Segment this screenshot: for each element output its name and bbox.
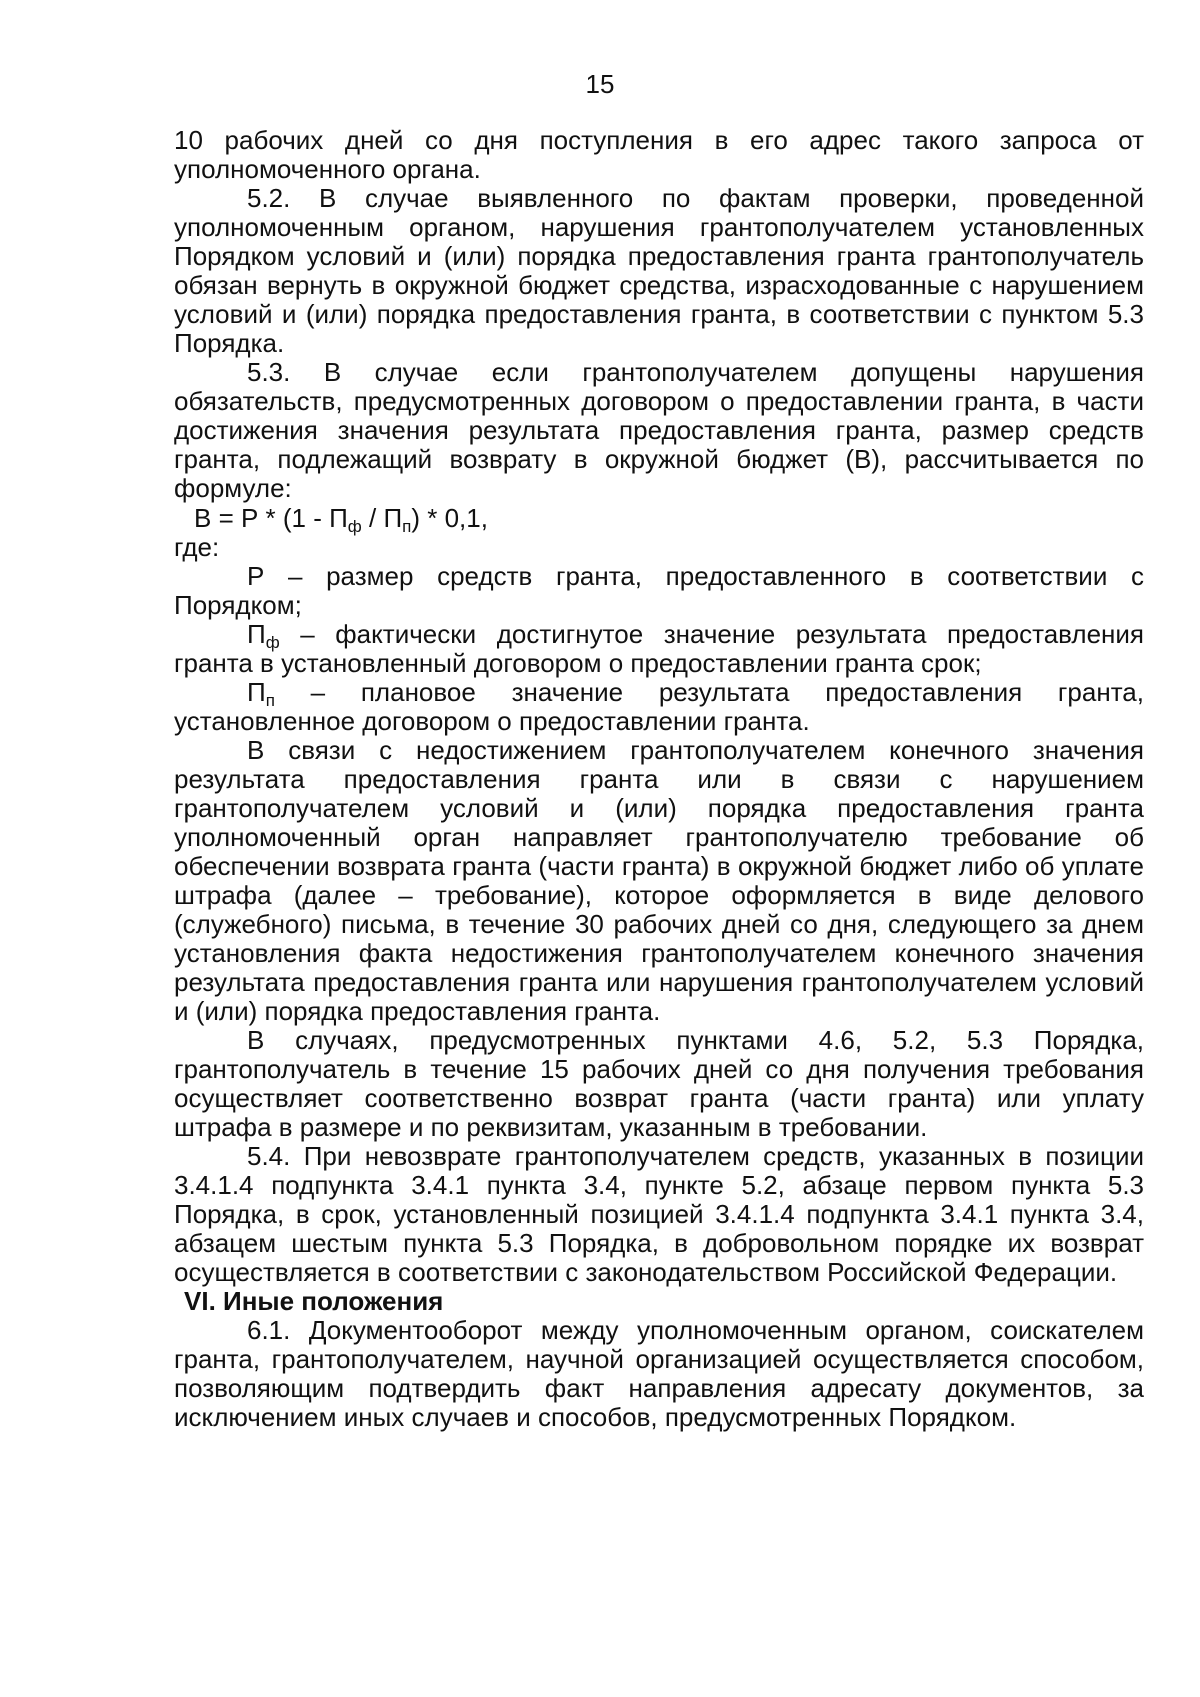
paragraph-cases: В случаях, предусмотренных пунктами 4.6, 5.2, 5.3 Порядка, грантополучатель в течение 15 рабочих дней со дня получения требования осуществляет соответственно возврат гранта (части гранта) или уплату штрафа в размере и по реквизитам, указанным в требовании. (174, 1025, 1144, 1142)
formula-part-1: В = Р * (1 - П (194, 503, 348, 533)
formula-subscript-f: ф (347, 517, 362, 536)
paragraph-intro: 10 рабочих дней со дня поступления в его адрес такого запроса от уполномоченного органа. (174, 125, 1144, 184)
paragraph-5-2: 5.2. В случае выявленного по фактам проверки, проведенной уполномоченным органом, нарушения грантополучателем установленных Порядком условий и (или) порядка предоставления гранта грантополучатель обязан вернуть в окружной бюджет средства, израсходованные с нарушением условий и (или) порядка предоставления гранта, в соответствии с пунктом 5.3 Порядка. (174, 183, 1144, 358)
document-body (174, 126, 1144, 1432)
paragraph-5-4: 5.4. При невозврате грантополучателем средств, указанных в позиции 3.4.1.4 подпункта 3.4.1 пункта 3.4, пункте 5.2, абзаце первом пункта 5.3 Порядка, в срок, установленный позицией 3.4.1.4 подпункта 3.4.1 пункта 3.4, абзацем шестым пункта 5.3 Порядка, в добровольном порядке их возврат осуществляется в соответствии с законодательством Российской Федерации. (174, 1141, 1144, 1287)
formula-part-3: ) * 0,1, (411, 503, 488, 533)
paragraph-6-1: 6.1. Документооборот между уполномоченным органом, соискателем гранта, грантополучателем, научной организацией осуществляется способом, позволяющим подтвердить факт направления адресату документов, за исключением иных случаев и способов, предусмотренных Порядком. (174, 1315, 1144, 1432)
definition-pp-subscript: п (265, 691, 275, 710)
definition-pp-text: – плановое значение результата предоставления гранта, установленное договором о предоставлении гранта. (174, 677, 1144, 736)
paragraph-demand: В связи с недостижением грантополучателем конечного значения результата предоставления гранта или в связи с нарушением грантополучателем условий и (или) порядка предоставления гранта уполномоченный орган направляет грантополучателю требование об обеспечении возврата гранта (части гранта) в окружной бюджет либо об уплате штрафа (далее – требование), которое оформляется в виде делового (служебного) письма, в течение 30 рабочих дней со дня, следующего за днем установления факта недостижения грантополучателем конечного значения результата предоставления гранта или нарушения грантополучателем условий и (или) порядка предоставления гранта. (174, 735, 1144, 1026)
paragraph-5-3: 5.3. В случае если грантополучателем допущены нарушения обязательств, предусмотренных договором о предоставлении гранта, в части достижения значения результата предоставления гранта, размер средств гранта, подлежащий возврату в окружной бюджет (В), рассчитывается по формуле: (174, 357, 1144, 503)
definition-pf-subscript: ф (265, 633, 280, 652)
refund-formula (174, 503, 1144, 536)
definition-pf-symbol: П (247, 619, 266, 649)
definition-pp-symbol: П (247, 677, 266, 707)
definition-r: Р – размер средств гранта, предоставленного в соответствии с Порядком; (174, 561, 1144, 620)
formula-part-2: / П (361, 503, 403, 533)
section-heading: VI. Иные положения (184, 1286, 444, 1316)
formula-subscript-p: п (402, 517, 412, 536)
definition-pp (174, 678, 1144, 736)
where-label: где: (174, 532, 220, 562)
definition-pf-text: – фактически достигнутое значение результата предоставления гранта в установленный договором о предоставлении гранта срок; (174, 619, 1144, 678)
definition-pf (174, 620, 1144, 678)
page-number: 15 (585, 69, 615, 99)
